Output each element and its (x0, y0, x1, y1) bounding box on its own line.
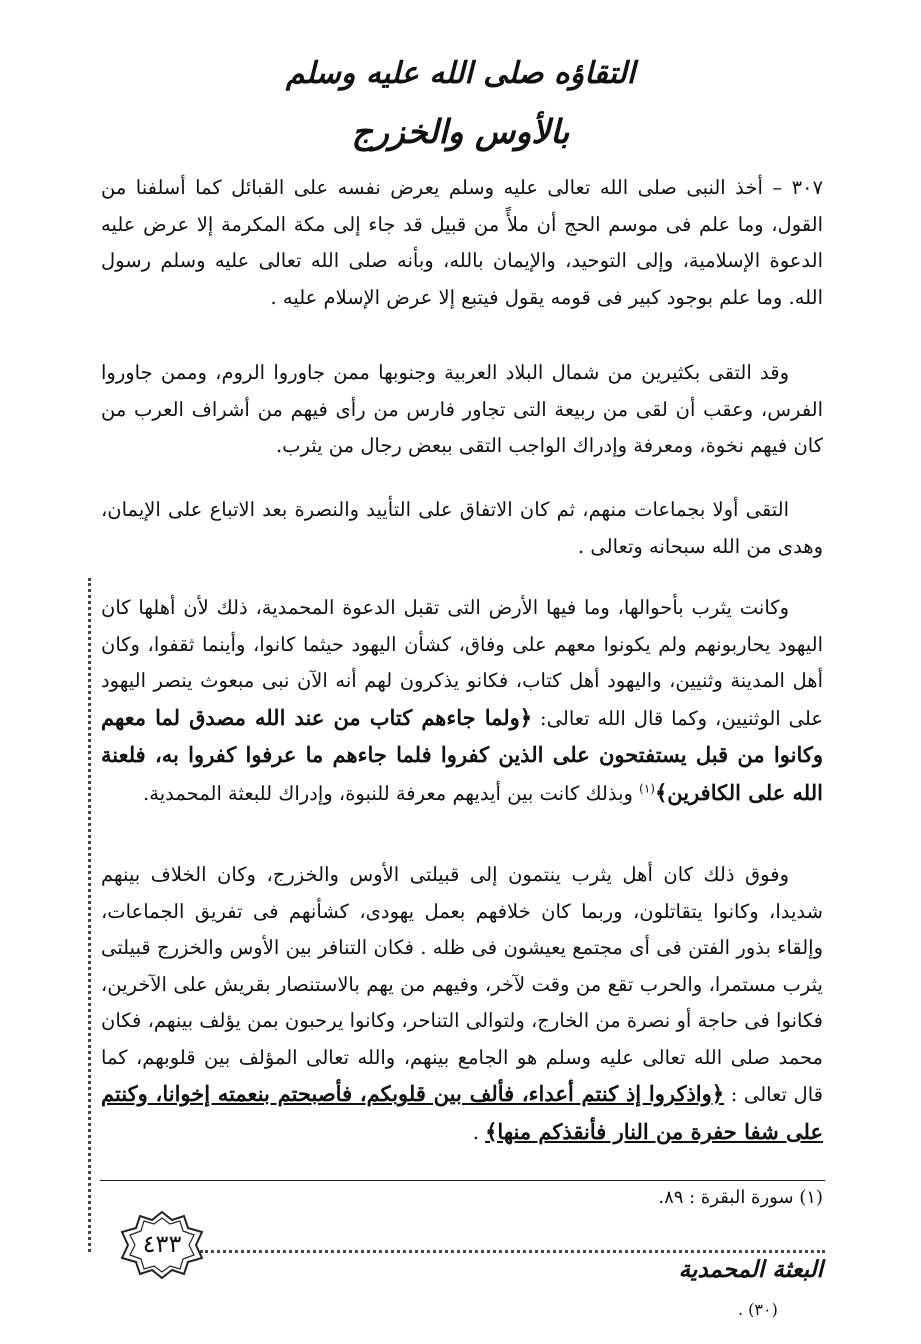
margin-dotted-line (88, 578, 91, 1252)
quran-quote-al-imran: ﴿واذكروا إذ كنتم أعداء، فألف بين قلوبكم، فأصبحتم بنعمته إخوانا، وكنتم على شفا حفرة من النار فأنقذكم منها﴾ (101, 1081, 823, 1144)
footnote: (١) سورة البقرة : ٨٩. (658, 1187, 823, 1208)
footnote-ref: (١) (639, 781, 655, 795)
paragraph-4-text: وكانت يثرب بأحوالها، وما فيها الأرض التى تقبل الدعوة المحمدية، ذلك لأن أهلها كان اليهود يحاربونهم ولم يكونوا معهم على وفاق، كشأن اليهود حيثما كانوا، وأينما ثقفوا، وكان أهل المدينة وثنيين، واليهود أهل كتاب، فكانو يذكرون لهم أنه الآن نبى مبعوث ينصر اليهود على الوثنيين، وكما قال الله تعالى: (101, 596, 824, 730)
paragraph-5-text: وفوق ذلك كان أهل يثرب ينتمون إلى قبيلتى الأوس والخزرج، وكان الخلاف بينهم شديدا، وكانوا يتقاتلون، وربما كان خلافهم بعمل يهودى، كشأنهم فى تفريق الجماعات، وإلقاء بذور الفتن فى أى مجتمع يعيشون فى ظله . فكان التنافر بين الأوس والخزرج قبيلتى يثرب مستمرا، والحرب تقع من وقت لآخر، وفيهم من يهم بالاستنصار بقريش على الآخرين، فكانوا فى حاجة أو نصرة من الخارج، ولتوالى التناحر، وكانوا يرحبون بمن يؤلف بينهم، فكان محمد صلى الله تعالى عليه وسلم هو الجامع بينهم، والله تعالى المؤلف بين قلوبهم، كما قال تعالى : (101, 863, 823, 1106)
page-number: ٤٣٣ (142, 1230, 182, 1258)
paragraph-4-tail: وبذلك كانت بين أيديهم معرفة للنبوة، وإدراك للبعثة المحمدية. (143, 781, 640, 805)
sheet-number: (٣٠) . (738, 1300, 778, 1319)
paragraph-2: وقد التقى بكثيرين من شمال البلاد العربية وجنوبها ممن جاوروا الروم، وممن جاوروا الفرس، وعقب أن لقى من ربيعة التى تجاور فارس من رأى فيهم من أشراف العرب من كان فيهم نخوة، ومعرفة وإدراك الواجب التقى ببعض رجال من يثرب. (101, 361, 823, 457)
paragraph-5 (101, 857, 823, 1151)
footnote-divider (100, 1180, 825, 1181)
paragraph-4 (101, 590, 823, 812)
chapter-title-line1: التقاؤه صلى الله عليه وسلم (285, 56, 636, 91)
running-title: البعثة المحمدية (678, 1257, 823, 1283)
quran-quote-baqarah: ﴿ولما جاءهم كتاب من عند الله مصدق لما معهم وكانوا من قبل يستفتحون على الذين كفروا فلما جاءهم ما عرفوا كفروا به، فلعنة الله على الكافرين﴾ (101, 704, 823, 805)
paragraph-3: التقى أولا بجماعات منهم، ثم كان الاتفاق على التأييد والنصرة بعد الاتباع على الإيمان، وهدى من الله سبحانه وتعالى . (101, 498, 823, 558)
paragraph-307: ٣٠٧ – أخذ النبى صلى الله تعالى عليه وسلم يعرض نفسه على القبائل كما أسلفنا من القول، وما علم فى موسم الحج أن ملأً من قبيل قد جاء إلى مكة المكرمة إلا عرض عليه الدعوة الإسلامية، وإلى التوحيد، والإيمان بالله، وبأنه صلى الله تعالى عليه وسلم رسول الله. وما علم بوجود كبير فى قومه يقول فيتبع إلا عرض الإسلام عليه . (101, 176, 823, 309)
paragraph-5-end: . (472, 1120, 486, 1144)
chapter-title-line2: بالأوس والخزرج (351, 112, 570, 151)
